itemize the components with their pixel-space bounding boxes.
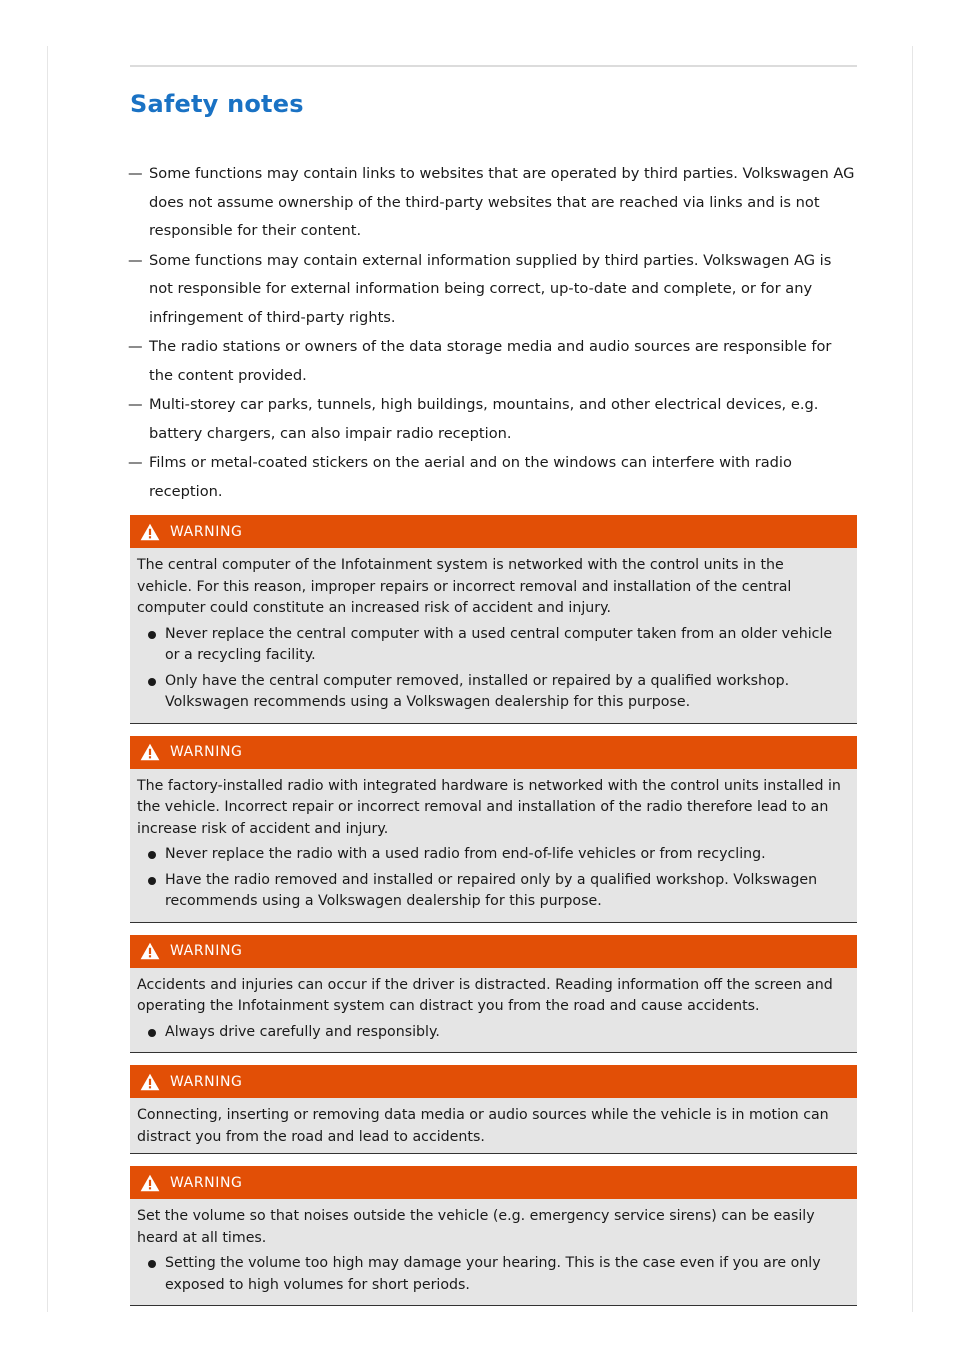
warning-bullet (137, 671, 841, 714)
warning-bullet-list (137, 1022, 841, 1044)
warning-header (130, 736, 857, 769)
warning-box (130, 935, 857, 1054)
warning-bullet-text: Setting the volume too high may damage your hearing. This is the case even if you are only exposed to high volumes for short periods. (165, 1255, 821, 1293)
warning-header (130, 935, 857, 968)
warning-bullet-text: Never replace the radio with a used radio from end-of-life vehicles or from recycling. (165, 846, 766, 862)
warning-box (130, 736, 857, 923)
warning-bullet-list (137, 844, 841, 913)
note-text: Multi-storey car parks, tunnels, high buildings, mountains, and other electrical devices, e.g. battery chargers, can also impair radio reception. (149, 396, 819, 442)
warning-label: WARNING (170, 943, 243, 959)
warning-triangle-icon (140, 1073, 160, 1091)
warning-bullet-text: Have the radio removed and installed or repaired only by a qualified workshop. Volkswagen recommends using a Volkswagen dealership for this purpose. (165, 871, 818, 909)
warning-text: The factory-installed radio with integrated hardware is networked with the control units installed in the vehicle. Incorrect repair or incorrect removal and installation of the radio therefore lead to an increase risk of accident and injury. (137, 777, 841, 837)
warning-text: The central computer of the Infotainment system is networked with the control units in the vehicle. For this reason, improper repairs or incorrect removal and installation of the central computer could constitute an increased risk of accident and injury. (137, 557, 792, 616)
warning-box (130, 515, 857, 724)
warning-body (130, 548, 857, 723)
note-item (130, 333, 857, 390)
note-text: Some functions may contain links to websites that are operated by third parties. Volkswagen AG does not assume ownership of the third-party websites that are reached via links and is not responsible for their content. (149, 165, 855, 239)
warning-label: WARNING (170, 1174, 243, 1191)
warning-text: Connecting, inserting or removing data media or audio sources while the vehicle is in motion can distract you from the road and lead to accidents. (137, 1107, 829, 1145)
warning-bullet-list (137, 624, 841, 714)
note-text: Films or metal-coated stickers on the aerial and on the windows can interfere with radio reception. (149, 454, 792, 500)
bullet-dot-icon (148, 631, 156, 639)
safety-notes-list (130, 160, 857, 507)
bullet-dot-icon (148, 678, 156, 686)
note-item (130, 391, 857, 448)
warning-box (130, 1166, 857, 1306)
note-item (130, 449, 857, 506)
warning-box (130, 1065, 857, 1154)
warning-header (130, 515, 857, 548)
warning-bullet (137, 1253, 841, 1296)
page-title: Safety notes (130, 90, 304, 118)
warning-header (130, 1166, 857, 1199)
note-dash: — (128, 338, 143, 355)
warning-bullet (137, 870, 841, 913)
warning-body (130, 968, 857, 1053)
note-dash: — (128, 454, 143, 471)
warning-label: WARNING (170, 744, 243, 760)
warning-triangle-icon (140, 942, 160, 960)
note-text: The radio stations or owners of the data storage media and audio sources are responsible for the content provided. (149, 338, 832, 384)
note-item (130, 247, 857, 333)
bullet-dot-icon (148, 851, 156, 859)
left-margin-line (47, 46, 48, 1312)
warning-bullet (137, 1022, 841, 1044)
warning-bullet-text: Always drive carefully and responsibly. (165, 1023, 440, 1040)
warning-body (130, 1199, 857, 1305)
warning-header (130, 1065, 857, 1098)
bullet-dot-icon (148, 877, 156, 885)
warning-text: Accidents and injuries can occur if the driver is distracted. Reading information off the screen and operating the Infotainment system can distract you from the road and cause accidents. (137, 976, 833, 1014)
warnings-section (130, 515, 857, 1318)
top-rule (130, 65, 857, 67)
warning-body (130, 1098, 857, 1153)
note-item (130, 160, 857, 246)
warning-label: WARNING (170, 523, 243, 540)
warning-bullet-text: Only have the central computer removed, installed or repaired by a qualified workshop. Volkswagen recommends using a Volkswagen dealership for this purpose. (165, 672, 790, 710)
warning-triangle-icon (140, 1174, 160, 1192)
warning-body (130, 769, 857, 922)
note-dash: — (128, 396, 143, 413)
warning-bullet (137, 844, 841, 866)
bullet-dot-icon (148, 1029, 156, 1037)
warning-triangle-icon (140, 743, 160, 761)
note-dash: — (128, 251, 143, 269)
right-margin-line (912, 46, 913, 1312)
warning-bullet-list (137, 1253, 841, 1296)
note-text: Some functions may contain external information supplied by third parties. Volkswagen AG is not responsible for external information being correct, up-to-date and complete, or for any infringement of third-party rights. (149, 251, 832, 326)
warning-bullet-text: Never replace the central computer with a used central computer taken from an older vehicle or a recycling facility. (165, 625, 833, 663)
warning-triangle-icon (140, 523, 160, 541)
note-dash: — (128, 165, 143, 182)
warning-bullet (137, 624, 841, 667)
warning-label: WARNING (170, 1073, 243, 1090)
warning-text: Set the volume so that noises outside the vehicle (e.g. emergency service sirens) can be easily heard at all times. (137, 1208, 815, 1246)
bullet-dot-icon (148, 1260, 156, 1268)
